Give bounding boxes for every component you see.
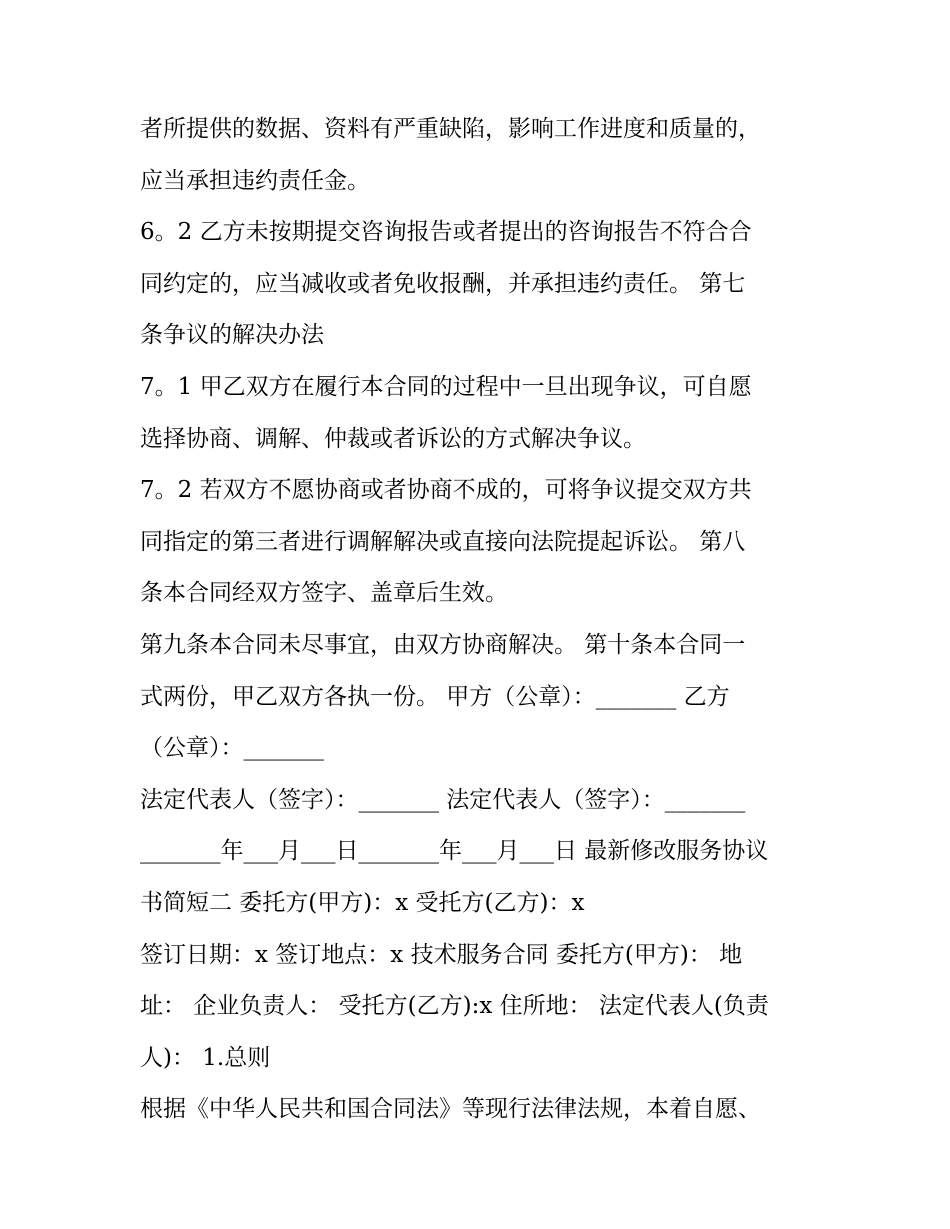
text-line-10: 条本合同经双方签字、盖章后生效。 xyxy=(140,580,508,607)
text-line-19: 人)： 1.总则 xyxy=(140,1044,271,1071)
text-line-8: 7。2 若双方不愿协商或者协商不成的，可将争议提交双方共 xyxy=(140,477,752,504)
text-line-4: 同约定的，应当减收或者免收报酬，并承担违约责任。 第七 xyxy=(140,270,746,297)
text-line-17: 签订日期：x 签订地点：x 技术服务合同 委托方(甲方)： 地 xyxy=(140,941,743,968)
text-line-3: 6。2 乙方未按期提交咨询报告或者提出的咨询报告不符合合 xyxy=(140,219,752,246)
text-line-13: （公章）：_______ xyxy=(140,735,324,762)
text-line-11: 第九条本合同未尽事宜，由双方协商解决。 第十条本合同一 xyxy=(140,631,746,658)
text-line-14: 法定代表人（签字）：_______ 法定代表人（签字）：_______ xyxy=(140,786,746,813)
text-line-12: 式两份，甲乙双方各执一份。 甲方（公章）：_______ 乙方 xyxy=(140,683,730,710)
document-body xyxy=(140,104,820,1136)
text-line-5: 条争议的解决办法 xyxy=(140,322,324,349)
text-line-1: 者所提供的数据、资料有严重缺陷，影响工作进度和质量的， xyxy=(140,116,761,142)
text-line-6: 7。1 甲乙双方在履行本合同的过程中一旦出现争议，可自愿 xyxy=(140,373,752,400)
text-line-20: 根据《中华人民共和国合同法》等现行法律法规，本着自愿、 xyxy=(140,1096,761,1123)
text-line-16: 书简短二 委托方(甲方)：x 受托方(乙方)：x xyxy=(140,889,585,916)
text-line-2: 应当承担违约责任金。 xyxy=(140,167,370,194)
text-line-7: 选择协商、调解、仲裁或者诉讼的方式解决争议。 xyxy=(140,425,646,452)
text-line-15: _______年___月___日_______年___月___日 最新修改服务协议 xyxy=(140,838,769,865)
text-line-18: 址： 企业负责人： 受托方(乙方):x 住所地： 法定代表人(负责 xyxy=(140,993,769,1020)
text-line-9: 同指定的第三者进行调解解决或直接向法院提起诉讼。 第八 xyxy=(140,528,746,555)
